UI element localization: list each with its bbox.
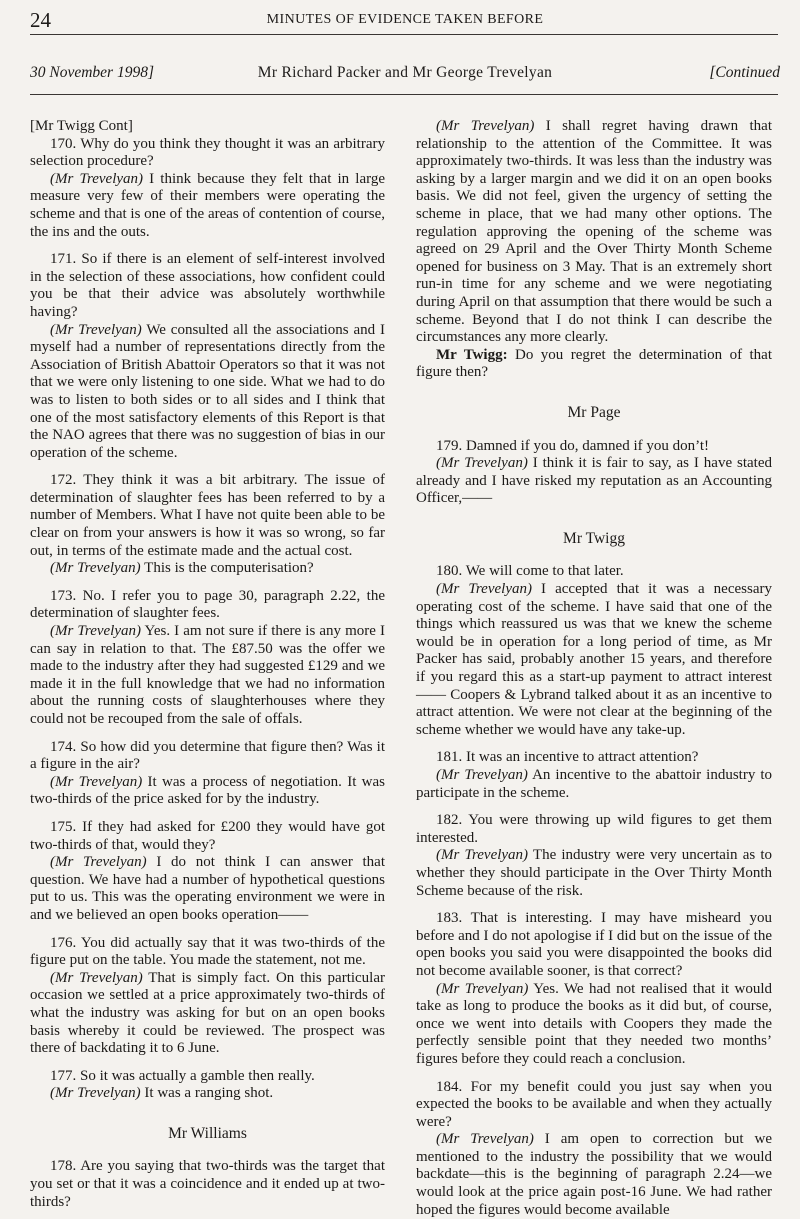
answer-171 <box>30 322 385 463</box>
subheader-rule <box>30 94 778 95</box>
question-181: 181. It was an incentive to attract attention? <box>436 749 699 766</box>
speaker: (Mr Trevelyan) <box>436 847 529 864</box>
answer-text: Yes. I am not sure if there is any more I can say in relation to that. The £87.50 was the offer we made to the industry after they had suggested £129 and we made it in the full knowledge that we had no information about the running costs of slaughterhouses where they could not be recouped from the sale of offals. <box>30 623 385 727</box>
answer-177 <box>30 1085 385 1103</box>
question-184: 184. For my benefit could you just say when you expected the books to be available and when they actually were? <box>416 1078 772 1130</box>
answer-text: An incentive to the abattoir industry to participate in the scheme. <box>416 767 773 801</box>
witness-names: Mr Richard Packer and Mr George Trevelyan <box>257 64 553 81</box>
question-176: 176. You did actually say that it was two-thirds of the figure put on the table. You made the statement, not me. <box>30 934 385 969</box>
speaker: (Mr Trevelyan) <box>50 170 144 187</box>
answer-184 <box>416 1131 772 1219</box>
answer-175 <box>30 854 385 924</box>
speaker: (Mr Trevelyan) <box>50 773 143 790</box>
running-header <box>30 8 780 32</box>
answer-text: It was a ranging shot. <box>140 1085 274 1102</box>
speaker: (Mr Trevelyan) <box>436 455 528 472</box>
context-note: [Mr Twigg Cont] <box>30 118 133 134</box>
answer-text: I think because they felt that in large measure very few of their members were operating the scheme and that is one of the areas of contention of course, the ins and the outs. <box>30 170 385 240</box>
speaker: (Mr Trevelyan) <box>50 1085 141 1102</box>
question-172: 172. They think it was a bit arbitrary. The issue of determination of slaughter fees has been referred to by a number of Members. What I have not quite been able to be clear on from your answers is how it was so wrong, so far out, in terms of the estimate made and the actual cost. <box>30 472 385 559</box>
answer-178 <box>416 118 772 347</box>
subheader <box>30 64 780 84</box>
answer-text: I think it is fair to say, as I have stated already and I have risked my reputation as an Accounting Officer,—— <box>416 455 772 507</box>
question-173: 173. No. I refer you to page 30, paragraph 2.22, the determination of slaughter fees. <box>30 587 385 622</box>
speaker: (Mr Trevelyan) <box>436 1131 534 1148</box>
question-175: 175. If they had asked for £200 they would have got two-thirds of that, would they? <box>30 818 385 853</box>
answer-text: This is the computerisation? <box>140 560 314 577</box>
answer-text: We consulted all the associations and I myself had a number of representations directly from the Association of British Abattoir Operators so that it was not that we were only listening to one side. What we had to do was to listen to both sides or to all sides and I think that one of the most satisfactory elements of this Report is that the NAO agrees that there was no suggestion of bias in our operation of the scheme. <box>30 321 385 461</box>
speaker-heading-williams: Mr Williams <box>168 1124 247 1142</box>
speaker: (Mr Trevelyan) <box>50 321 142 338</box>
question-170: 170. Why do you think they thought it was an arbitrary selection procedure? <box>30 135 385 170</box>
answer-text: The industry were very uncertain as to whether they should participate in the Over Thirty Month Scheme because of the risk. <box>416 847 772 899</box>
header-rule <box>30 34 778 35</box>
answer-176 <box>30 970 385 1058</box>
speaker: (Mr Trevelyan) <box>50 969 143 986</box>
speaker: (Mr Trevelyan) <box>436 980 529 997</box>
question-171: 171. So if there is an element of self-interest involved in the selection of these associations, how confident could you be that their advice was absolutely worthwhile having? <box>30 251 385 320</box>
speaker-heading-twigg: Mr Twigg <box>563 529 625 547</box>
interjection-text: Do you regret the determination of that figure then? <box>416 346 772 381</box>
answer-text: I do not think I can answer that question. We have had a number of hypothetical questions put to us. This was the operating environment we were in and we believed an open books operation—— <box>30 854 386 923</box>
answer-181 <box>416 767 772 802</box>
question-183: 183. That is interesting. I may have misheard you before and I do not apologise if I did but on the issue of the open books you said you were disappointed the books did not become available sooner, is that correct? <box>416 910 772 979</box>
speaker-heading-page: Mr Page <box>567 403 621 421</box>
answer-173 <box>30 623 385 729</box>
question-174: 174. So how did you determine that figure then? Was it a figure in the air? <box>30 738 385 773</box>
answer-183 <box>416 981 772 1069</box>
question-182: 182. You were throwing up wild figures to get them interested. <box>416 812 772 846</box>
answer-179 <box>416 455 772 508</box>
left-column <box>30 118 385 1211</box>
session-date: 30 November 1998] <box>30 64 154 81</box>
answer-172 <box>30 560 385 578</box>
right-column <box>416 118 772 1219</box>
answer-170 <box>30 171 385 241</box>
answer-text: I accepted that it was a necessary operating cost of the scheme. I have said that one of the things which reassured us was that we knew the scheme would be in operation for a long period of time, as Mr Packer has said, probably another 15 years, and therefore if you regard this as a start-up payment to attract interest—— Coopers & Lybrand talked about it as an incentive to attract attention. We were not clear at the beginning of the scheme whether we would have any take-up. <box>416 581 772 738</box>
answer-180 <box>416 581 772 739</box>
answer-text: That is simply fact. On this particular occasion we settled at a price approximately two-thirds of what the industry was asking for but on an open books basis whereby it could be reviewed. The prospect was there of backdating it to 6 June. <box>30 969 386 1057</box>
answer-text: It was a process of negotiation. It was two-thirds of the price asked for by the industry. <box>30 773 385 808</box>
speaker: (Mr Trevelyan) <box>436 581 532 598</box>
speaker: (Mr Trevelyan) <box>50 623 141 640</box>
twigg-interjection <box>416 347 772 382</box>
answer-182 <box>416 847 772 900</box>
speaker: (Mr Trevelyan) <box>436 767 528 783</box>
question-180: 180. We will come to that later. <box>436 563 624 580</box>
header-title: MINUTES OF EVIDENCE TAKEN BEFORE <box>266 12 544 27</box>
page-number: 24 <box>30 8 51 32</box>
question-179: 179. Damned if you do, damned if you don’t! <box>436 437 710 454</box>
speaker: (Mr Trevelyan) <box>50 560 141 577</box>
answer-text: Yes. We had not realised that it would take as long to produce the books as it did but, of course, once we went into details with Coopers they made the perfectly sensible point that they needed two months’ figures before they could reach a conclusion. <box>416 980 773 1067</box>
question-178: 178. Are you saying that two-thirds was the target that you set or that it was a coincidence and it ended up at two-thirds? <box>30 1158 385 1210</box>
continued-label: [Continued <box>709 64 780 81</box>
speaker: (Mr Trevelyan) <box>436 118 535 134</box>
answer-text: I shall regret having drawn that relationship to the attention of the Committee. It was approximately two-thirds. It was less than the industry was asking by a larger margin and we did it on an open books basis. We did not feel, given the urgency of setting the scheme in place, that we had many other options. The regulation approving the opening of the scheme was agreed on 29 April and the Over Thirty Month Scheme opened for business on 3 May. That is an extremely short run-in time for any scheme and we were negotiating during April on that assumption that there would be such a scheme. Beyond that I do not think I can describe the circumstances any more clearly. <box>416 118 772 346</box>
speaker: (Mr Trevelyan) <box>50 854 147 871</box>
answer-text: I am open to correction but we mentioned to the industry the possibility that we would backdate—this is the beginning of paragraph 2.24—we would look at the price again post-16 June. We had rather hoped the figures would become available <box>416 1131 772 1218</box>
question-177: 177. So it was actually a gamble then really. <box>50 1067 315 1084</box>
answer-174 <box>30 774 385 809</box>
speaker: Mr Twigg: <box>436 346 508 363</box>
